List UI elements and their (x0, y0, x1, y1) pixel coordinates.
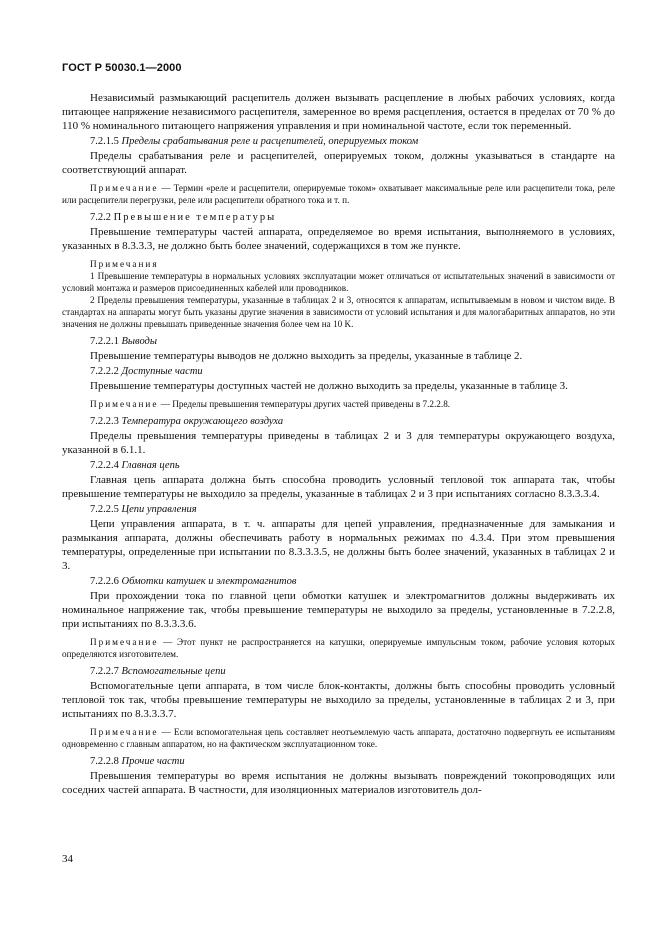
paragraph-operating-limits: Пределы срабатывания реле и расцепителей, оперируемых током, должны указываться в стандарте на соответствующий аппарат. (62, 150, 615, 176)
heading-7-2-2-1 (90, 335, 615, 348)
heading-number: 7.2.2.5 (90, 504, 119, 515)
heading-title: Вспомогательные цепи (121, 666, 226, 677)
heading-title: Обмотки катушек и электромагнитов (121, 576, 297, 587)
heading-7-2-2-5 (90, 503, 615, 516)
heading-number: 7.2.2.3 (90, 416, 119, 427)
note-current-relays (62, 182, 615, 206)
heading-number: 7.2.1.5 (90, 136, 119, 147)
note-other-parts (62, 398, 615, 410)
note-label: Примечание (90, 399, 159, 409)
note-label: Примечание (90, 637, 159, 647)
note-label: Примечание (90, 727, 159, 737)
heading-title: Цепи управления (121, 504, 197, 515)
heading-number: 7.2.2 (90, 212, 111, 223)
heading-7-2-1-5 (90, 135, 615, 148)
note-item-1: 1 Превышение температуры в нормальных условиях эксплуатации может отличаться от испытательных значений в зависимости от условий монтажа и размеров присоединенных кабелей или проводников. (62, 271, 615, 293)
note-impulse-coils (62, 636, 615, 660)
heading-7-2-2-6 (90, 575, 615, 588)
paragraph-ambient-air: Пределы превышения температуры приведены в таблицах 2 и 3 для температуры окружающего воздуха, указанной в 6.1.1. (62, 430, 615, 456)
heading-7-2-2-8 (90, 755, 615, 768)
paragraph-terminals: Превышение температуры выводов не должно выходить за пределы, указанные в таблице 2. (90, 350, 523, 362)
note-text: — Этот пункт не распространяется на катушки, оперируемые импульсным током, рабочие условия которых определяются изготовителем. (62, 637, 615, 659)
heading-7-2-2-7 (90, 665, 615, 678)
heading-title: Главная цепь (121, 460, 180, 471)
note-item-2: 2 Пределы превышения температуры, указанные в таблицах 2 и 3, относятся к аппаратам, испытываемым в новом и чистом виде. В стандартах на аппараты могут быть указаны другие значения в зависимости от условий испытания и для малогабаритных аппаратов, но эти значения не должны превышать приведенные значения более чем на 10 K. (62, 295, 615, 329)
paragraph-shunt-release: Независимый размыкающий расцепитель должен вызывать расцепление в любых рабочих условиях, когда питающее напряжение независимого расцепителя, замеренное во время расцепления, остается в пределах от 70 % до 110 % номинального питающего напряжения управления и при номинальной частоте, если ток переменный. (62, 92, 615, 132)
heading-number: 7.2.2.4 (90, 460, 119, 471)
note-auxiliary-circuit (62, 726, 615, 750)
heading-7-2-2 (90, 211, 615, 224)
paragraph-control-circuits: Цепи управления аппарата, в т. ч. аппараты для цепей управления, предназначенные для замыкания и размыкания аппарата, должны обеспечивать работу в нормальных режимах по 4.3.4. При этом превышения температуры, определенные при испытании по 8.3.3.3.5, не должны быть более значений, указанных в таблицах 2 и 3. (62, 518, 615, 572)
paragraph-other-parts: Превышения температуры во время испытания не должны вызывать повреждений токопроводящих или соседних частей аппарата. В частности, для изоляционных материалов изготовитель дол- (62, 770, 615, 796)
heading-number: 7.2.2.1 (90, 336, 119, 347)
document-header: ГОСТ Р 50030.1—2000 (62, 62, 182, 74)
heading-number: 7.2.2.8 (90, 756, 119, 767)
note-label: Примечание (90, 183, 159, 193)
heading-title: Доступные части (121, 366, 203, 377)
paragraph-temperature-rise: Превышение температуры частей аппарата, определяемое во время испытания, выполняемого в условиях, указанных в 8.3.3.3, не должно быть более значений, содержащихся в том же пункте. (62, 226, 615, 252)
notes-heading: Примечания (90, 259, 159, 269)
heading-number: 7.2.2.6 (90, 576, 119, 587)
notes-label (62, 258, 615, 270)
heading-number: 7.2.2.7 (90, 666, 119, 677)
heading-title: Выводы (121, 336, 157, 347)
page-number: 34 (62, 853, 73, 865)
heading-title: Прочие части (121, 756, 185, 767)
paragraph-main-circuit: Главная цепь аппарата должна быть способна проводить условный тепловой ток аппарата так, чтобы превышение температуры не выходило за пределы, указанные в таблицах 2 и 3 при испытаниях согласно 8.3.3.3.4. (62, 474, 615, 500)
heading-7-2-2-3 (90, 415, 615, 428)
heading-title: Превышение температуры (113, 212, 277, 223)
paragraph-auxiliary-circuits: Вспомогательные цепи аппарата, в том числе блок-контакты, должны быть способны проводить условный тепловой ток так, чтобы превышение температуры не выходило за пределы, установленные в таблицах 2 и 3, при испытаниях по 8.3.3.3.7. (62, 680, 615, 720)
note-text: — Если вспомогательная цепь составляет неотъемлемую часть аппарата, достаточно подвергнуть ее испытаниям одновременно с главным аппаратом, но на фактическом эксплуатационном токе. (62, 727, 615, 749)
heading-title: Пределы срабатывания реле и расцепителей, оперируемых током (121, 136, 419, 147)
paragraph-accessible-parts: Превышение температуры доступных частей не должно выходить за пределы, указанные в таблице 3. (90, 380, 568, 392)
heading-title: Температура окружающего воздуха (121, 416, 284, 427)
heading-number: 7.2.2.2 (90, 366, 119, 377)
heading-7-2-2-2 (90, 365, 615, 378)
note-text: — Термин «реле и расцепители, оперируемые током» охватывает максимальные реле или расцепители тока, реле или расцепители перегрузки, реле или расцепители обратного тока и т. п. (62, 183, 615, 205)
heading-7-2-2-4 (90, 459, 615, 472)
note-text: — Пределы превышения температуры других частей приведены в 7.2.2.8. (158, 399, 451, 409)
paragraph-coils: При прохождении тока по главной цепи обмотки катушек и электромагнитов должны выдерживать их номинальное напряжение так, чтобы превышение температуры не выходило за пределы, установленные в 7.2.2.8, при испытаниях по 8.3.3.3.6. (62, 590, 615, 630)
